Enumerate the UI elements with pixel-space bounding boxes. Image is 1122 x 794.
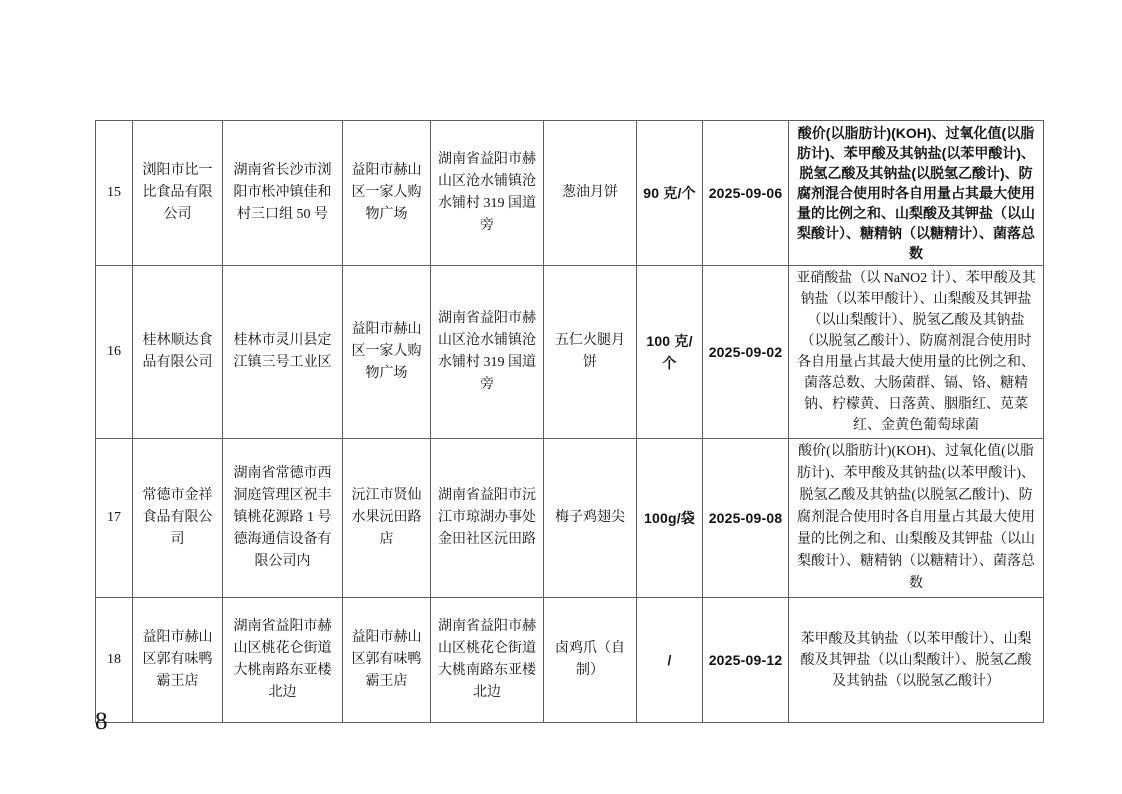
- sampled-unit-address-cell: 湖南省益阳市赫山区沧水铺镇沧水铺村 319 国道旁: [431, 266, 544, 439]
- page-number: 8: [95, 708, 108, 735]
- sampled-unit-cell: 沅江市贤仙水果沅田路店: [343, 439, 431, 598]
- producer-address-cell: 湖南省长沙市浏阳市枨冲镇佳和村三口组 50 号: [223, 121, 343, 266]
- inspection-items-cell: 亚硝酸盐（以 NaNO2 计）、苯甲酸及其钠盐（以苯甲酸计）、山梨酸及其钾盐（以山梨酸计）、脱氢乙酸及其钠盐（以脱氢乙酸计）、防腐剂混合使用时各自用量占其最大使用量的比例之和、菌落总数、大肠菌群、镉、铬、糖精钠、柠檬黄、日落黄、胭脂红、苋菜红、金黄色葡萄球菌: [789, 266, 1044, 439]
- producer-address-cell: 桂林市灵川县定江镇三号工业区: [223, 266, 343, 439]
- sampled-unit-address-cell: 湖南省益阳市沅江市琼湖办事处金田社区沅田路: [431, 439, 544, 598]
- sampled-unit-cell: 益阳市赫山区一家人购物广场: [343, 121, 431, 266]
- inspection-items-cell: 酸价(以脂肪计)(KOH)、过氧化值(以脂肪计)、苯甲酸及其钠盐(以苯甲酸计)、脱氢乙酸及其钠盐(以脱氢乙酸计)、防腐剂混合使用时各自用量占其最大使用量的比例之和、山梨酸及其钾盐（以山梨酸计）、糖精钠（以糖精计）、菌落总数: [789, 121, 1044, 266]
- sampled-unit-address-cell: 湖南省益阳市赫山区沧水铺镇沧水铺村 319 国道旁: [431, 121, 544, 266]
- inspection-items-cell: 酸价(以脂肪计)(KOH)、过氧化值(以脂肪计)、苯甲酸及其钠盐(以苯甲酸计)、脱氢乙酸及其钠盐(以脱氢乙酸计)、防腐剂混合使用时各自用量占其最大使用量的比例之和、山梨酸及其钾盐（以山梨酸计）、糖精钠（以糖精计）、菌落总数: [789, 439, 1044, 598]
- table-row: [96, 266, 1044, 439]
- producer-cell: 桂林顺达食品有限公司: [133, 266, 223, 439]
- producer-address-cell: 湖南省益阳市赫山区桃花仑街道大桃南路东亚楼北边: [223, 598, 343, 723]
- spec-cell: /: [637, 598, 703, 723]
- table-row: [96, 439, 1044, 598]
- seq-cell: 18: [96, 598, 133, 723]
- spec-cell: 100 克/个: [637, 266, 703, 439]
- producer-address-cell: 湖南省常德市西洞庭管理区祝丰镇桃花源路 1 号德海通信设备有限公司内: [223, 439, 343, 598]
- sampled-unit-cell: 益阳市赫山区郭有味鸭霸王店: [343, 598, 431, 723]
- producer-cell: 浏阳市比一比食品有限公司: [133, 121, 223, 266]
- sample-name-cell: 葱油月饼: [544, 121, 637, 266]
- production-date-cell: 2025-09-02: [703, 266, 789, 439]
- table-row: [96, 121, 1044, 266]
- seq-cell: 15: [96, 121, 133, 266]
- sample-name-cell: 卤鸡爪（自制）: [544, 598, 637, 723]
- seq-cell: 16: [96, 266, 133, 439]
- spec-cell: 100g/袋: [637, 439, 703, 598]
- sampled-unit-cell: 益阳市赫山区一家人购物广场: [343, 266, 431, 439]
- table-row: [96, 598, 1044, 723]
- production-date-cell: 2025-09-06: [703, 121, 789, 266]
- sample-name-cell: 梅子鸡翅尖: [544, 439, 637, 598]
- production-date-cell: 2025-09-12: [703, 598, 789, 723]
- seq-cell: 17: [96, 439, 133, 598]
- producer-cell: 益阳市赫山区郭有味鸭霸王店: [133, 598, 223, 723]
- producer-cell: 常德市金祥食品有限公司: [133, 439, 223, 598]
- inspection-items-cell: 苯甲酸及其钠盐（以苯甲酸计）、山梨酸及其钾盐（以山梨酸计）、脱氢乙酸及其钠盐（以脱氢乙酸计）: [789, 598, 1044, 723]
- sample-name-cell: 五仁火腿月饼: [544, 266, 637, 439]
- spec-cell: 90 克/个: [637, 121, 703, 266]
- sampling-table: [95, 120, 1044, 723]
- sampled-unit-address-cell: 湖南省益阳市赫山区桃花仑街道大桃南路东亚楼北边: [431, 598, 544, 723]
- production-date-cell: 2025-09-08: [703, 439, 789, 598]
